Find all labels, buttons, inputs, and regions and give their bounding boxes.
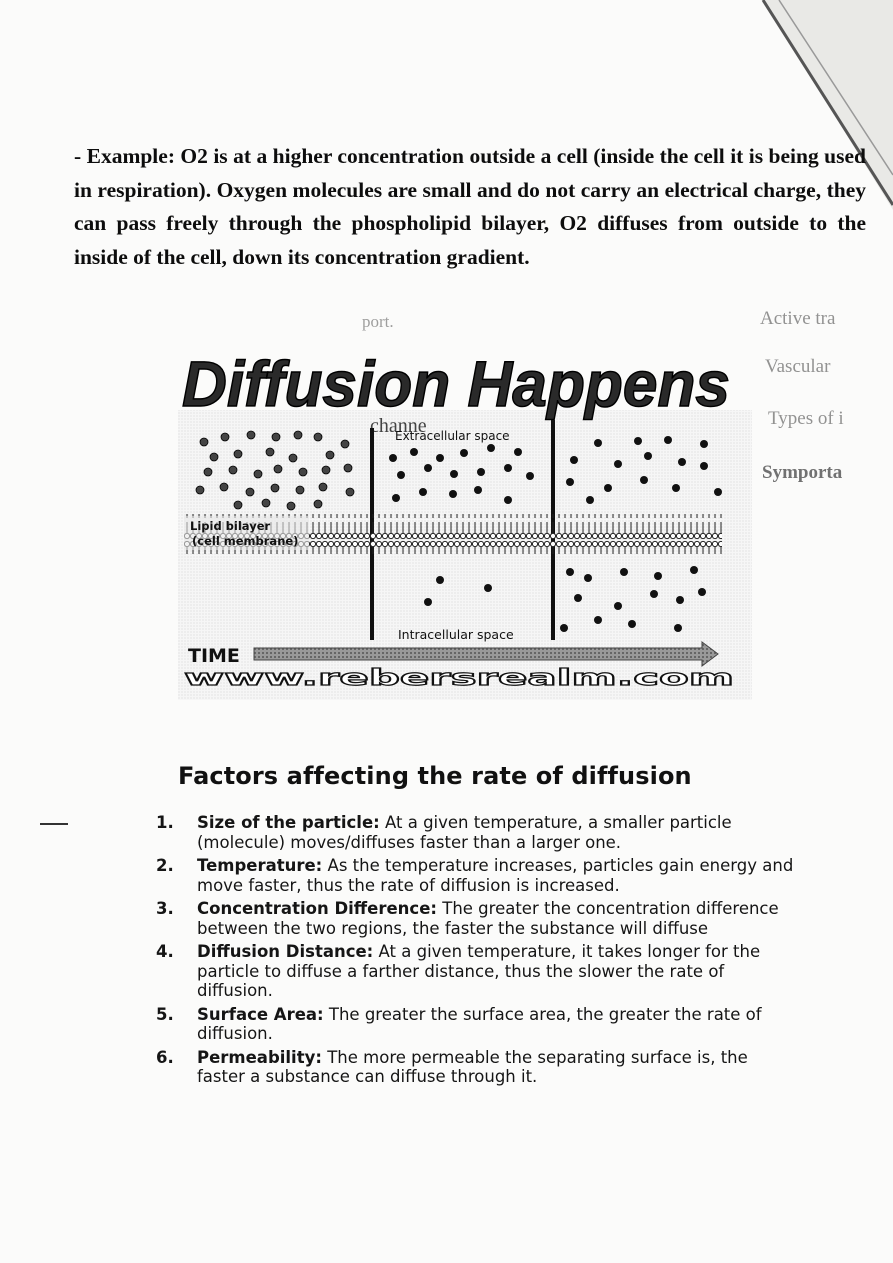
factors-title: Factors affecting the rate of diffusion [178, 762, 692, 790]
factor-text: As the temperature increases, particles gain energy and move faster, thus the rate of diffusion is increased. [197, 856, 794, 895]
factor-term: Permeability: [197, 1047, 322, 1067]
margin-dash [40, 823, 68, 825]
factor-term: Size of the particle: [197, 813, 380, 832]
diffusion-diagram-svg [178, 340, 752, 700]
intracellular-label: Intracellular space [398, 627, 514, 642]
factor-text: At a given temperature, it takes longer for the particle to diffuse a farther distance, thus the slower the rate of diffusion. [197, 942, 761, 1000]
bleed-text-channe: channe [370, 415, 427, 437]
factor-item-temperature: 2. Temperature: As the temperature increases, particles gain energy and move faster, thus the rate of diffusion is increased. [156, 856, 794, 895]
factor-text: The greater the concentration difference between the two regions, the faster the substance will diffuse [197, 899, 779, 938]
diagram-title: Diffusion Happens [182, 348, 730, 420]
factor-term: Temperature: [197, 856, 323, 875]
extracellular-label: Extracellular space [395, 429, 510, 443]
bleed-text-right-1: Active tra [760, 308, 836, 329]
factor-item-size: 1. Size of the particle: At a given temperature, a smaller particle (molecule) moves/diffuses faster than a larger one. [156, 813, 732, 852]
example-paragraph: - Example: O2 is at a higher concentration outside a cell (inside the cell it is being used in respiration). Oxygen molecules are small and do not carry an electrical charge, they can pass freely through the phospholipid bilayer, O2 diffuses from outside to the inside of the cell, down its concentration gradient. [74, 144, 866, 269]
membrane-label-line1: Lipid bilayer [190, 519, 271, 533]
bleed-text-right-4: Symporta [762, 462, 843, 483]
time-label: TIME [188, 645, 240, 667]
bleed-text-right-3: Types of i [768, 408, 844, 429]
factor-term: Concentration Difference: [197, 899, 437, 918]
factor-term: Diffusion Distance: [197, 942, 374, 961]
diffusion-diagram [178, 340, 752, 700]
factor-item-surface-area: 5. Surface Area: The greater the surface area, the greater the rate of diffusion. [156, 1004, 762, 1043]
bleed-text-right-2: Vascular [765, 356, 831, 377]
membrane-label-line2: (cell membrane) [192, 534, 299, 548]
factor-item-permeability: 6. Permeability: The more permeable the separating surface is, the faster a substance can diffuse through it. [156, 1047, 748, 1086]
factor-text: At a given temperature, a smaller particle (molecule) moves/diffuses faster than a larger one. [197, 813, 732, 852]
factors-list [156, 813, 796, 1091]
bleed-text-port: port. [362, 312, 394, 331]
factor-term: Surface Area: [197, 1004, 324, 1024]
factor-text: The more permeable the separating surface is, the faster a substance can diffuse through it. [197, 1047, 748, 1086]
diagram-website: www.rebersrealm.com [184, 666, 734, 691]
factor-item-distance: 4. Diffusion Distance: At a given temperature, it takes longer for the particle to diffuse a farther distance, thus the slower the rate of diffusion. [156, 942, 761, 1000]
factor-text: The greater the surface area, the greater the rate of diffusion. [197, 1004, 762, 1043]
factor-item-concentration: 3. Concentration Difference: The greater the concentration difference between the two regions, the faster the substance will diffuse [156, 899, 779, 938]
